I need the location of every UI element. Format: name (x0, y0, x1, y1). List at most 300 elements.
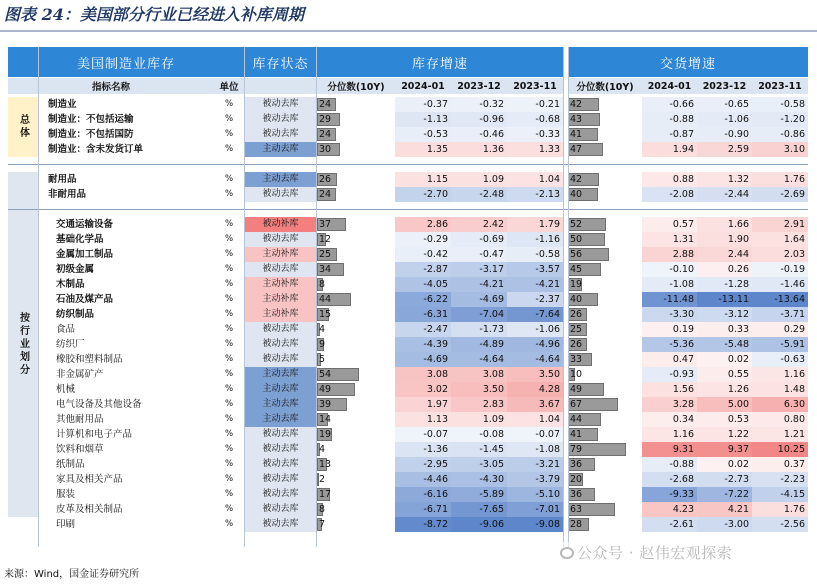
inventory-percentile-cell (317, 172, 395, 187)
shipment-percentile-value: 41 (570, 429, 583, 440)
inventory-percentile-value: 49 (319, 384, 332, 395)
inventory-growth-value: 1.36 (451, 142, 507, 157)
inventory-growth-value: -5.89 (451, 487, 507, 502)
inventory-percentile-cell (317, 517, 395, 532)
inventory-state-badge: 被动去库 (244, 457, 316, 472)
unit-cell: % (224, 219, 234, 229)
inventory-growth-value: -0.37 (395, 97, 451, 112)
inventory-percentile-value: 5 (319, 354, 326, 365)
inventory-growth-value: -4.46 (395, 472, 451, 487)
inventory-percentile-value: 19 (319, 429, 332, 440)
inventory-percentile-cell (317, 457, 395, 472)
shipment-percentile-value: 20 (570, 474, 583, 485)
shipment-growth-value: 0.57 (642, 217, 697, 232)
shipment-growth-value: 3.28 (642, 397, 697, 412)
header-manufacturing-inventory: 美国制造业库存 (8, 47, 244, 77)
inventory-growth-value: -2.47 (395, 322, 451, 337)
table-row (8, 232, 808, 247)
inventory-growth-value: 3.50 (507, 367, 563, 382)
indicator-name: 制造业：不包括运输 (48, 114, 134, 125)
unit-cell: % (224, 369, 234, 379)
inventory-growth-value: -7.01 (507, 502, 563, 517)
table-row (8, 217, 808, 232)
header-inventory-growth: 库存增速 (317, 47, 563, 77)
inventory-percentile-value: 15 (319, 309, 332, 320)
shipment-growth-value: -11.48 (642, 292, 697, 307)
inventory-growth-value: -0.58 (507, 247, 563, 262)
table-row (8, 247, 808, 262)
inventory-growth-value: -4.69 (395, 352, 451, 367)
inventory-table (8, 47, 808, 547)
unit-cell: % (224, 519, 234, 529)
shipment-growth-value: 10.25 (752, 442, 808, 457)
inventory-growth-value: 1.04 (507, 172, 563, 187)
inventory-percentile-value: 17 (319, 489, 332, 500)
inventory-percentile-value: 25 (319, 249, 332, 260)
shipment-growth-value: -3.12 (697, 307, 752, 322)
table-row (8, 502, 808, 517)
inventory-percentile-value: 37 (319, 219, 332, 230)
indicator-name: 木制品 (56, 279, 85, 290)
unit-cell: % (224, 144, 234, 154)
inventory-growth-value: 1.97 (395, 397, 451, 412)
shipment-percentile-value: 33 (570, 354, 583, 365)
shipment-percentile-cell (568, 472, 642, 487)
indicator-name: 服装 (56, 489, 76, 500)
inventory-growth-value: 1.79 (507, 217, 563, 232)
shipment-growth-value: 9.31 (642, 442, 697, 457)
inventory-percentile-value: 13 (319, 459, 332, 470)
inventory-state-badge: 主动去库 (244, 172, 316, 187)
table-row (8, 472, 808, 487)
inventory-state-badge: 被动去库 (244, 127, 316, 142)
indicator-name: 印刷 (56, 519, 76, 530)
unit-cell: % (224, 249, 234, 259)
shipment-growth-value: 1.31 (642, 232, 697, 247)
indicator-name: 初级金属 (56, 264, 95, 275)
shipment-percentile-cell (568, 427, 642, 442)
shipment-percentile-cell (568, 442, 642, 457)
shipment-growth-value: 1.76 (752, 502, 808, 517)
inventory-growth-value: -6.31 (395, 307, 451, 322)
inventory-growth-value: -2.37 (507, 292, 563, 307)
shipment-growth-value: 2.44 (697, 247, 752, 262)
shipment-growth-value: -4.15 (752, 487, 808, 502)
shipment-percentile-value: 79 (570, 444, 583, 455)
shipment-percentile-cell (568, 217, 642, 232)
inventory-state-badge: 被动补库 (244, 217, 316, 232)
unit-cell: % (224, 504, 234, 514)
inventory-growth-value: -1.36 (395, 442, 451, 457)
unit-cell: % (224, 114, 234, 124)
shipment-percentile-value: 10 (570, 369, 583, 380)
unit-cell: % (224, 264, 234, 274)
unit-cell: % (224, 339, 234, 349)
inventory-growth-value: -6.16 (395, 487, 451, 502)
inventory-growth-value: 1.33 (507, 142, 563, 157)
inventory-percentile-cell (317, 487, 395, 502)
shipment-growth-value: 0.55 (697, 367, 752, 382)
inventory-percentile-value: 24 (319, 99, 332, 110)
shipment-percentile-value: 45 (570, 264, 583, 275)
indicator-name: 计算机和电子产品 (56, 429, 133, 440)
shipment-growth-value: 0.29 (752, 322, 808, 337)
shipment-percentile-value: 40 (570, 294, 583, 305)
subheader-unit: 单位 (214, 78, 244, 94)
shipment-percentile-value: 47 (570, 144, 583, 155)
shipment-percentile-value: 41 (570, 129, 583, 140)
shipment-percentile-cell (568, 322, 642, 337)
table-row (8, 382, 808, 397)
shipment-growth-value: -2.08 (642, 187, 697, 202)
shipment-growth-value: -0.63 (752, 352, 808, 367)
figure-title: 图表 24：美国部分行业已经进入补库周期 (4, 5, 304, 24)
shipment-growth-value: 0.02 (697, 457, 752, 472)
shipment-percentile-cell (568, 292, 642, 307)
shipment-growth-value: 0.26 (697, 262, 752, 277)
shipment-growth-value: 0.19 (642, 322, 697, 337)
inventory-percentile-cell (317, 397, 395, 412)
inventory-percentile-value: 8 (319, 504, 326, 515)
inventory-state-badge: 主动去库 (244, 382, 316, 397)
inventory-percentile-value: 14 (319, 414, 332, 425)
shipment-growth-value: -0.10 (642, 262, 697, 277)
shipment-percentile-cell (568, 232, 642, 247)
shipment-percentile-cell (568, 382, 642, 397)
shipment-growth-value: -1.20 (752, 112, 808, 127)
shipment-percentile-value: 40 (570, 189, 583, 200)
shipment-percentile-cell (568, 487, 642, 502)
shipment-percentile-value: 26 (570, 339, 583, 350)
table-row (8, 112, 808, 127)
unit-cell: % (224, 99, 234, 109)
shipment-growth-value: -0.19 (752, 262, 808, 277)
subheader-indicator: 指标名称 (8, 78, 214, 94)
inventory-state-badge: 主动去库 (244, 367, 316, 382)
shipment-growth-value: -1.08 (642, 277, 697, 292)
shipment-growth-value: 0.33 (697, 322, 752, 337)
shipment-growth-value: -5.36 (642, 337, 697, 352)
inventory-growth-value: 3.50 (451, 382, 507, 397)
shipment-growth-value: -13.11 (697, 292, 752, 307)
inventory-growth-value: 1.04 (507, 412, 563, 427)
inventory-growth-value: -0.96 (451, 112, 507, 127)
inventory-growth-value: -2.48 (451, 187, 507, 202)
unit-cell: % (224, 279, 234, 289)
shipment-growth-value: 1.21 (752, 427, 808, 442)
inventory-growth-value: -7.64 (507, 307, 563, 322)
shipment-growth-value: 0.88 (642, 172, 697, 187)
subheader-shipment-2023-12: 2023-12 (697, 78, 752, 94)
inventory-growth-value: 4.28 (507, 382, 563, 397)
shipment-growth-value: -1.46 (752, 277, 808, 292)
inventory-growth-value: -3.57 (507, 262, 563, 277)
inventory-growth-value: -3.79 (507, 472, 563, 487)
shipment-growth-value: -3.30 (642, 307, 697, 322)
column-divider (38, 47, 39, 547)
inventory-growth-value: 2.42 (451, 217, 507, 232)
table-row (8, 412, 808, 427)
inventory-percentile-cell (317, 232, 395, 247)
indicator-name: 非耐用品 (48, 189, 87, 200)
shipment-growth-value: -2.69 (752, 187, 808, 202)
unit-cell: % (224, 309, 234, 319)
shipment-percentile-value: 44 (570, 414, 583, 425)
inventory-growth-value: -4.30 (451, 472, 507, 487)
indicator-name: 机械 (56, 384, 76, 395)
table-row (8, 517, 808, 532)
inventory-state-badge: 主动补库 (244, 307, 316, 322)
inventory-percentile-value: 24 (319, 129, 332, 140)
source-note: 来源：Wind，国金证券研究所 (4, 569, 140, 580)
table-row (8, 397, 808, 412)
shipment-percentile-value: 52 (570, 219, 583, 230)
inventory-growth-value: -0.68 (507, 112, 563, 127)
indicator-name: 橡胶和塑料制品 (56, 354, 123, 365)
indicator-name: 纺织厂 (56, 339, 85, 350)
shipment-growth-value: 1.64 (752, 232, 808, 247)
indicator-name: 耐用品 (48, 174, 77, 185)
indicator-name: 制造业：不包括国防 (48, 129, 134, 140)
inventory-growth-value: -1.73 (451, 322, 507, 337)
unit-cell: % (224, 294, 234, 304)
unit-cell: % (224, 489, 234, 499)
inventory-state-badge: 主动补库 (244, 292, 316, 307)
subheader-inventory-2023-12: 2023-12 (451, 78, 507, 94)
inventory-growth-value: -2.87 (395, 262, 451, 277)
unit-cell: % (224, 444, 234, 454)
inventory-state-badge: 被动去库 (244, 502, 316, 517)
inventory-percentile-cell (317, 187, 395, 202)
shipment-growth-value: -0.88 (642, 112, 697, 127)
indicator-name: 纸制品 (56, 459, 85, 470)
shipment-percentile-cell (568, 142, 642, 157)
inventory-growth-value: -0.42 (395, 247, 451, 262)
shipment-growth-value: 0.80 (752, 412, 808, 427)
inventory-state-badge: 被动去库 (244, 187, 316, 202)
table-row (8, 457, 808, 472)
shipment-growth-value: 1.90 (697, 232, 752, 247)
shipment-growth-value: -1.06 (697, 112, 752, 127)
inventory-state-badge: 主动补库 (244, 277, 316, 292)
shipment-growth-value: -0.93 (642, 367, 697, 382)
shipment-growth-value: -2.56 (752, 517, 808, 532)
shipment-growth-value: 0.53 (697, 412, 752, 427)
inventory-percentile-value: 8 (319, 279, 326, 290)
shipment-percentile-value: 26 (570, 309, 583, 320)
table-row (8, 322, 808, 337)
inventory-growth-value: 3.08 (451, 367, 507, 382)
shipment-growth-value: 0.37 (752, 457, 808, 472)
table-row (8, 442, 808, 457)
table-row (8, 337, 808, 352)
watermark-text: 公众号 · 赵伟宏观探索 (577, 544, 733, 562)
shipment-growth-value: 9.37 (697, 442, 752, 457)
shipment-growth-value: 5.00 (697, 397, 752, 412)
inventory-state-badge: 主动去库 (244, 412, 316, 427)
indicator-name: 交通运输设备 (56, 219, 114, 230)
shipment-percentile-cell (568, 367, 642, 382)
shipment-growth-value: -0.66 (642, 97, 697, 112)
inventory-percentile-value: 26 (319, 174, 332, 185)
unit-cell: % (224, 384, 234, 394)
inventory-percentile-value: 7 (319, 519, 326, 530)
inventory-percentile-cell (317, 337, 395, 352)
inventory-growth-value: -4.21 (507, 277, 563, 292)
title-rule (0, 30, 817, 32)
shipment-percentile-value: 43 (570, 114, 583, 125)
shipment-growth-value: -1.28 (697, 277, 752, 292)
inventory-percentile-cell (317, 502, 395, 517)
shipment-percentile-cell (568, 457, 642, 472)
inventory-percentile-cell (317, 442, 395, 457)
inventory-growth-value: -0.08 (451, 427, 507, 442)
inventory-percentile-cell (317, 352, 395, 367)
table-row (8, 262, 808, 277)
shipment-percentile-cell (568, 397, 642, 412)
inventory-percentile-value: 54 (319, 369, 332, 380)
shipment-growth-value: -9.33 (642, 487, 697, 502)
shipment-growth-value: 1.16 (642, 427, 697, 442)
shipment-growth-value: 2.91 (752, 217, 808, 232)
inventory-growth-value: -1.16 (507, 232, 563, 247)
inventory-growth-value: -9.08 (507, 517, 563, 532)
table-row (8, 187, 808, 202)
shipment-percentile-value: 36 (570, 459, 583, 470)
inventory-percentile-cell (317, 367, 395, 382)
inventory-growth-value: 3.02 (395, 382, 451, 397)
unit-cell: % (224, 234, 234, 244)
inventory-growth-value: -0.32 (451, 97, 507, 112)
inventory-growth-value: 1.13 (395, 412, 451, 427)
unit-cell: % (224, 129, 234, 139)
inventory-growth-value: -4.21 (451, 277, 507, 292)
shipment-percentile-value: 50 (570, 234, 583, 245)
column-divider (568, 47, 569, 547)
inventory-state-badge: 被动去库 (244, 517, 316, 532)
shipment-growth-value: 1.56 (642, 382, 697, 397)
unit-cell: % (224, 414, 234, 424)
shipment-growth-value: 1.94 (642, 142, 697, 157)
inventory-state-badge: 被动去库 (244, 352, 316, 367)
inventory-growth-value: -0.33 (507, 127, 563, 142)
inventory-percentile-cell (317, 412, 395, 427)
inventory-growth-value: -3.21 (507, 457, 563, 472)
shipment-growth-value: -0.88 (642, 457, 697, 472)
shipment-growth-value: -2.61 (642, 517, 697, 532)
inventory-percentile-cell (317, 307, 395, 322)
inventory-growth-value: -2.95 (395, 457, 451, 472)
inventory-percentile-value: 9 (319, 339, 326, 350)
subheader-inventory-2024-01: 2024-01 (395, 78, 451, 94)
shipment-growth-value: 1.48 (752, 382, 808, 397)
inventory-percentile-cell (317, 427, 395, 442)
unit-cell: % (224, 354, 234, 364)
inventory-state-badge: 被动去库 (244, 472, 316, 487)
inventory-state-badge: 主动去库 (244, 142, 316, 157)
table-row (8, 277, 808, 292)
table-row (8, 127, 808, 142)
inventory-growth-value: 3.08 (395, 367, 451, 382)
inventory-growth-value: -2.70 (395, 187, 451, 202)
shipment-percentile-value: 67 (570, 399, 583, 410)
inventory-percentile-value: 4 (319, 444, 326, 455)
indicator-name: 饮料和烟草 (56, 444, 104, 455)
indicator-name: 非金属矿产 (56, 369, 104, 380)
group-separator (8, 164, 808, 165)
inventory-growth-value: -4.39 (395, 337, 451, 352)
indicator-name: 制造业 (48, 99, 77, 110)
table-row (8, 142, 808, 157)
shipment-growth-value: -2.23 (752, 472, 808, 487)
shipment-percentile-cell (568, 247, 642, 262)
wechat-icon (560, 547, 574, 559)
inventory-growth-value: 1.09 (451, 412, 507, 427)
inventory-growth-value: -3.05 (451, 457, 507, 472)
unit-cell: % (224, 459, 234, 469)
shipment-percentile-cell (568, 307, 642, 322)
inventory-percentile-cell (317, 277, 395, 292)
indicator-name: 基础化学品 (56, 234, 104, 245)
inventory-growth-value: -7.65 (451, 502, 507, 517)
indicator-name: 其他耐用品 (56, 414, 104, 425)
inventory-state-badge: 被动去库 (244, 487, 316, 502)
column-divider (316, 47, 317, 547)
indicator-name: 纺织制品 (56, 309, 95, 320)
subheader-inventory-percentile: 分位数(10Y) (317, 78, 395, 94)
shipment-percentile-cell (568, 277, 642, 292)
shipment-growth-value: -2.44 (697, 187, 752, 202)
table-row (8, 307, 808, 322)
shipment-percentile-value: 25 (570, 324, 583, 335)
unit-cell: % (224, 429, 234, 439)
inventory-growth-value: -0.21 (507, 97, 563, 112)
inventory-percentile-cell (317, 262, 395, 277)
shipment-growth-value: 6.30 (752, 397, 808, 412)
watermark (556, 542, 736, 563)
shipment-percentile-cell (568, 187, 642, 202)
inventory-growth-value: -8.72 (395, 517, 451, 532)
header-inventory-state: 库存状态 (245, 47, 316, 77)
indicator-name: 金属加工制品 (56, 249, 114, 260)
table-row (8, 427, 808, 442)
shipment-growth-value: -0.90 (697, 127, 752, 142)
inventory-growth-value: -6.71 (395, 502, 451, 517)
table-row (8, 292, 808, 307)
inventory-growth-value: -1.13 (395, 112, 451, 127)
shipment-percentile-cell (568, 127, 642, 142)
shipment-percentile-cell (568, 112, 642, 127)
shipment-percentile-value: 42 (570, 174, 583, 185)
inventory-percentile-cell (317, 292, 395, 307)
table-row (8, 352, 808, 367)
subheader-shipment-2023-11: 2023-11 (752, 78, 808, 94)
group-label: 按行业划分 (8, 172, 38, 517)
shipment-percentile-cell (568, 97, 642, 112)
inventory-growth-value: -4.05 (395, 277, 451, 292)
indicator-name: 皮革及相关制品 (56, 504, 123, 515)
subheader-state (245, 78, 316, 94)
column-divider (244, 47, 245, 547)
shipment-growth-value: 0.02 (697, 352, 752, 367)
inventory-growth-value: -0.07 (507, 427, 563, 442)
unit-cell: % (224, 474, 234, 484)
shipment-percentile-cell (568, 517, 642, 532)
inventory-growth-value: -2.13 (507, 187, 563, 202)
inventory-growth-value: 1.15 (395, 172, 451, 187)
inventory-growth-value: -1.06 (507, 322, 563, 337)
inventory-growth-value: -3.17 (451, 262, 507, 277)
